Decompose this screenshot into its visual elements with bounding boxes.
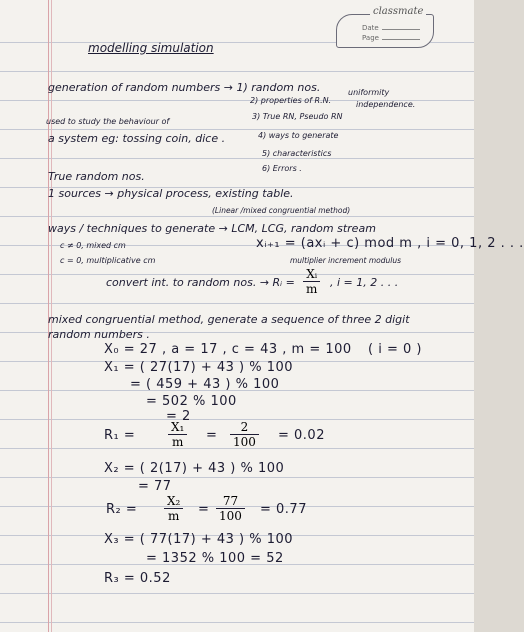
note-line: c = 0, multiplicative cm	[60, 256, 156, 265]
note-line: 4) ways to generate	[258, 131, 339, 140]
fraction-r1-x1	[168, 420, 187, 449]
note-line: independence.	[356, 100, 416, 109]
note-line: c ≠ 0, mixed cm	[60, 241, 126, 250]
calc-line: X₂ = ( 2(17) + 43 ) % 100	[104, 461, 285, 476]
date-field	[362, 24, 420, 32]
date-label: Date	[362, 24, 379, 32]
note-title: modelling simulation	[88, 41, 214, 55]
calc-line: R₃ = 0.52	[104, 571, 171, 586]
fraction-numerator: X₁	[168, 420, 187, 435]
lcm-formula: xᵢ₊₁ = (axᵢ + c) mod m , i = 0, 1, 2 . . .	[256, 236, 524, 251]
fraction-numerator: X₂	[164, 494, 183, 509]
note-line: ( i = 0 )	[368, 342, 422, 357]
note-line: 2) properties of R.N.	[250, 96, 332, 105]
calc-line: R₂ =	[106, 502, 138, 517]
fraction-ri	[303, 267, 320, 296]
fraction-denominator: m	[306, 282, 318, 296]
brand-label: classmate	[370, 6, 426, 17]
fraction-denominator: 100	[219, 509, 242, 523]
note-line: , i = 1, 2 . . .	[330, 276, 399, 289]
note-line: random numbers .	[48, 328, 150, 341]
calc-line: = 0.02	[278, 428, 325, 443]
calc-line: = 0.77	[260, 502, 307, 517]
note-line: 1 sources → physical process, existing table.	[48, 187, 294, 200]
note-line: used to study the behaviour of	[46, 117, 170, 126]
calc-line: R₁ =	[104, 428, 136, 443]
fraction-numerator: 2	[230, 420, 259, 435]
page-field	[362, 34, 420, 42]
calc-line: =	[206, 428, 218, 443]
note-line: ways / techniques to generate → LCM, LCG, random stream	[48, 222, 376, 235]
calc-line: = 502 % 100	[146, 394, 237, 409]
fraction-r1-val	[230, 420, 259, 449]
fraction-denominator: 100	[233, 435, 256, 449]
note-line: a system eg: tossing coin, dice .	[48, 132, 226, 145]
note-line: mixed congruential method, generate a sequence of three 2 digit	[48, 313, 410, 326]
note-line: True random nos.	[48, 170, 145, 183]
note-line: convert int. to random nos. → Rᵢ =	[106, 276, 295, 289]
calc-line: = 2	[166, 409, 191, 424]
fraction-numerator: Xᵢ	[303, 267, 320, 282]
note-line: uniformity	[348, 88, 390, 97]
calc-line: = ( 459 + 43 ) % 100	[130, 377, 280, 392]
fraction-r2-val	[216, 494, 245, 523]
calc-line: X₁ = ( 27(17) + 43 ) % 100	[104, 360, 294, 375]
given-values: X₀ = 27 , a = 17 , c = 43 , m = 100	[104, 342, 352, 357]
fraction-denominator: m	[171, 435, 184, 449]
note-line: 3) True RN, Pseudo RN	[252, 112, 343, 121]
fraction-r2-x2	[164, 494, 183, 523]
fraction-denominator: m	[167, 509, 180, 523]
note-line: (Linear /mixed congruential method)	[212, 206, 351, 215]
calc-line: =	[198, 502, 210, 517]
calc-line: = 1352 % 100 = 52	[146, 551, 284, 566]
note-line: generation of random numbers → 1) random nos.	[48, 81, 321, 94]
note-line: 5) characteristics	[262, 149, 332, 158]
calc-line: = 77	[138, 479, 172, 494]
fraction-numerator: 77	[216, 494, 245, 509]
calc-line: X₃ = ( 77(17) + 43 ) % 100	[104, 532, 294, 547]
note-line: 6) Errors .	[262, 164, 302, 173]
page-label: Page	[362, 34, 379, 42]
note-line: multiplier increment modulus	[290, 256, 401, 265]
